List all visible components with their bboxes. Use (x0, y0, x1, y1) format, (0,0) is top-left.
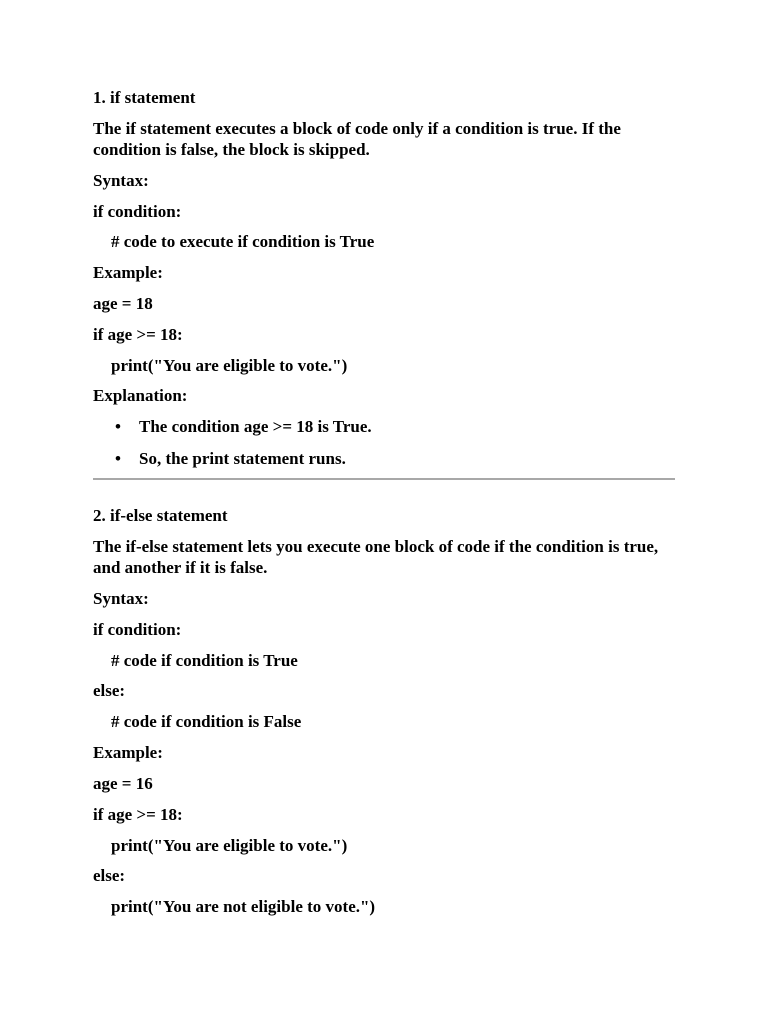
section2-description: The if-else statement lets you execute one block of code if the condition is true, and another if it is false. (93, 537, 659, 577)
section2-example-label: Example: (93, 743, 163, 762)
section1-syntax-line: if condition: (93, 202, 182, 221)
section2-heading: 2. if-else statement (93, 506, 228, 525)
section1-syntax-label: Syntax: (93, 171, 149, 190)
section1-code-line: age = 18 (93, 294, 153, 313)
section2-syntax-line: else: (93, 681, 126, 700)
section2-syntax-label: Syntax: (93, 589, 149, 608)
section2-code-line: print("You are not eligible to vote.") (111, 897, 376, 916)
section1-explanation-label: Explanation: (93, 386, 188, 405)
section1-description: The if statement executes a block of code only if a condition is true. If the condition is false, the block is skipped. (93, 119, 621, 159)
explanation-bullet-item (115, 448, 346, 469)
section1-heading: 1. if statement (93, 88, 196, 107)
section1-code-line: print("You are eligible to vote.") (111, 356, 348, 375)
bullet-icon: • (115, 417, 121, 436)
section2-code-line: if age >= 18: (93, 805, 183, 824)
section-divider (93, 478, 675, 480)
section1-example-label: Example: (93, 263, 163, 282)
section2-code-line: age = 16 (93, 774, 153, 793)
section2-code-line: else: (93, 866, 126, 885)
bullet-text: The condition age >= 18 is True. (139, 417, 372, 436)
bullet-text: So, the print statement runs. (139, 449, 346, 468)
section2-code-line: print("You are eligible to vote.") (111, 836, 348, 855)
section1-code-line: if age >= 18: (93, 325, 183, 344)
bullet-icon: • (115, 449, 121, 468)
explanation-bullet-item (115, 416, 372, 437)
section2-syntax-line: # code if condition is False (111, 712, 302, 731)
section2-syntax-line: # code if condition is True (111, 651, 298, 670)
section2-syntax-line: if condition: (93, 620, 182, 639)
section1-syntax-line: # code to execute if condition is True (111, 232, 375, 251)
